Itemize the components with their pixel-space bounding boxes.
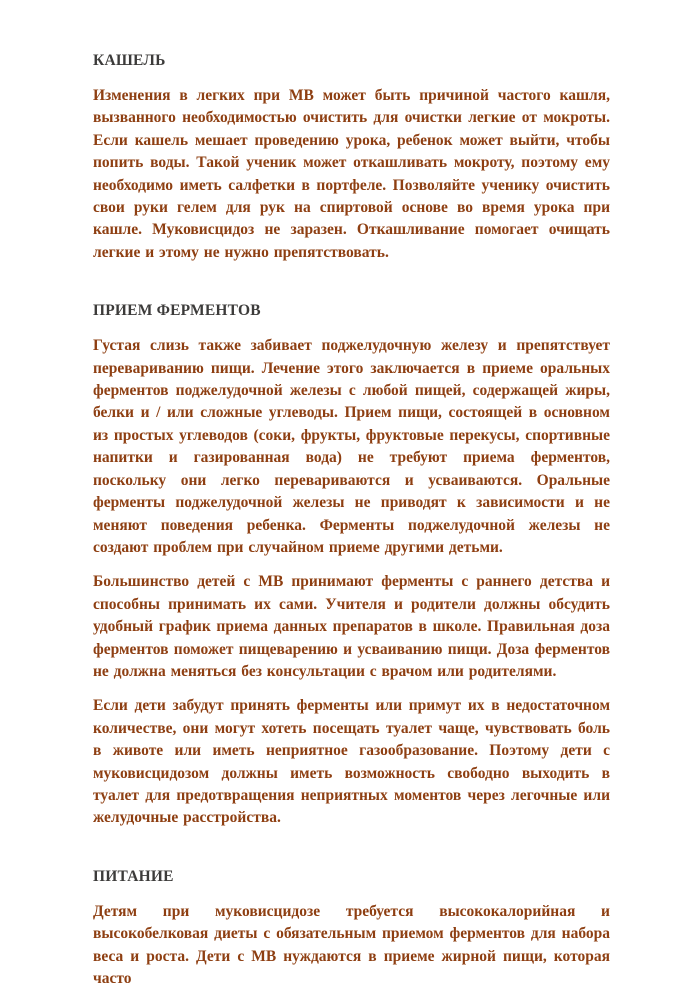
section-heading: ПИТАНИЕ <box>93 867 174 885</box>
paragraph: Большинство детей с МВ принимают ферменты с раннего детства и способны принимать их сами. Учителя и родители должны обсудить удобный график приема данных препаратов в школе. Правильная доза ферментов поможет пищеварению и усваиванию пищи. Доза ферментов не должна меняться без консультации с врачом или родителями. <box>93 573 610 680</box>
document-body <box>93 50 610 990</box>
paragraph: Детям при муковисцидозе требуется высококалорийная и высокобелковая диеты с обязательным приемом ферментов для набора веса и роста. Дети с МВ нуждаются в приеме жирной пищи, которая часто <box>93 902 610 987</box>
section-heading: ПРИЕМ ФЕРМЕНТОВ <box>93 302 261 320</box>
document-section <box>93 866 610 990</box>
document-section <box>93 50 610 264</box>
paragraph: Если дети забудут принять ферменты или примут их в недостаточном количестве, они могут хотеть посещать туалет чаще, чувствовать боль в животе или иметь неприятное газообразование. Поэтому дети с муковисцидозом должны иметь возможность свободно выходить в туалет для предотвращения неприятных моментов через легочные или желудочные расстройства. <box>93 697 610 827</box>
paragraph: Изменения в легких при МВ может быть причиной частого кашля, вызванного необходимостью очистить для очистки легкие от мокроты. Если кашель мешает проведению урока, ребенок может выйти, чтобы попить воды. Такой ученик может откашливать мокроту, поэтому ему необходимо иметь салфетки в портфеле. Позволяйте ученику очистить свои руки гелем для рук на спиртовой основе во время урока при кашле. Муковисцидоз не заразен. Откашливание помогает очищать легкие и этому не нужно препятствовать. <box>93 87 610 261</box>
paragraph: Густая слизь также забивает поджелудочную железу и препятствует перевариванию пищи. Лечение этого заключается в приеме оральных ферментов поджелудочной железы с любой пищей, содержащей жиры, белки и / или сложные углеводы. Прием пищи, состоящей в основном из простых углеводов (соки, фрукты, фруктовые перекусы, спортивные напитки и газированная вода) не требуют приема ферментов, поскольку они легко перевариваются и усваиваются. Оральные ферменты поджелудочной железы не приводят к зависимости и не меняют поведения ребенка. Ферменты поджелудочной железы не создают проблем при случайном приеме другими детьми. <box>93 337 610 556</box>
section-heading: КАШЕЛЬ <box>93 52 166 69</box>
document-section <box>93 300 610 830</box>
